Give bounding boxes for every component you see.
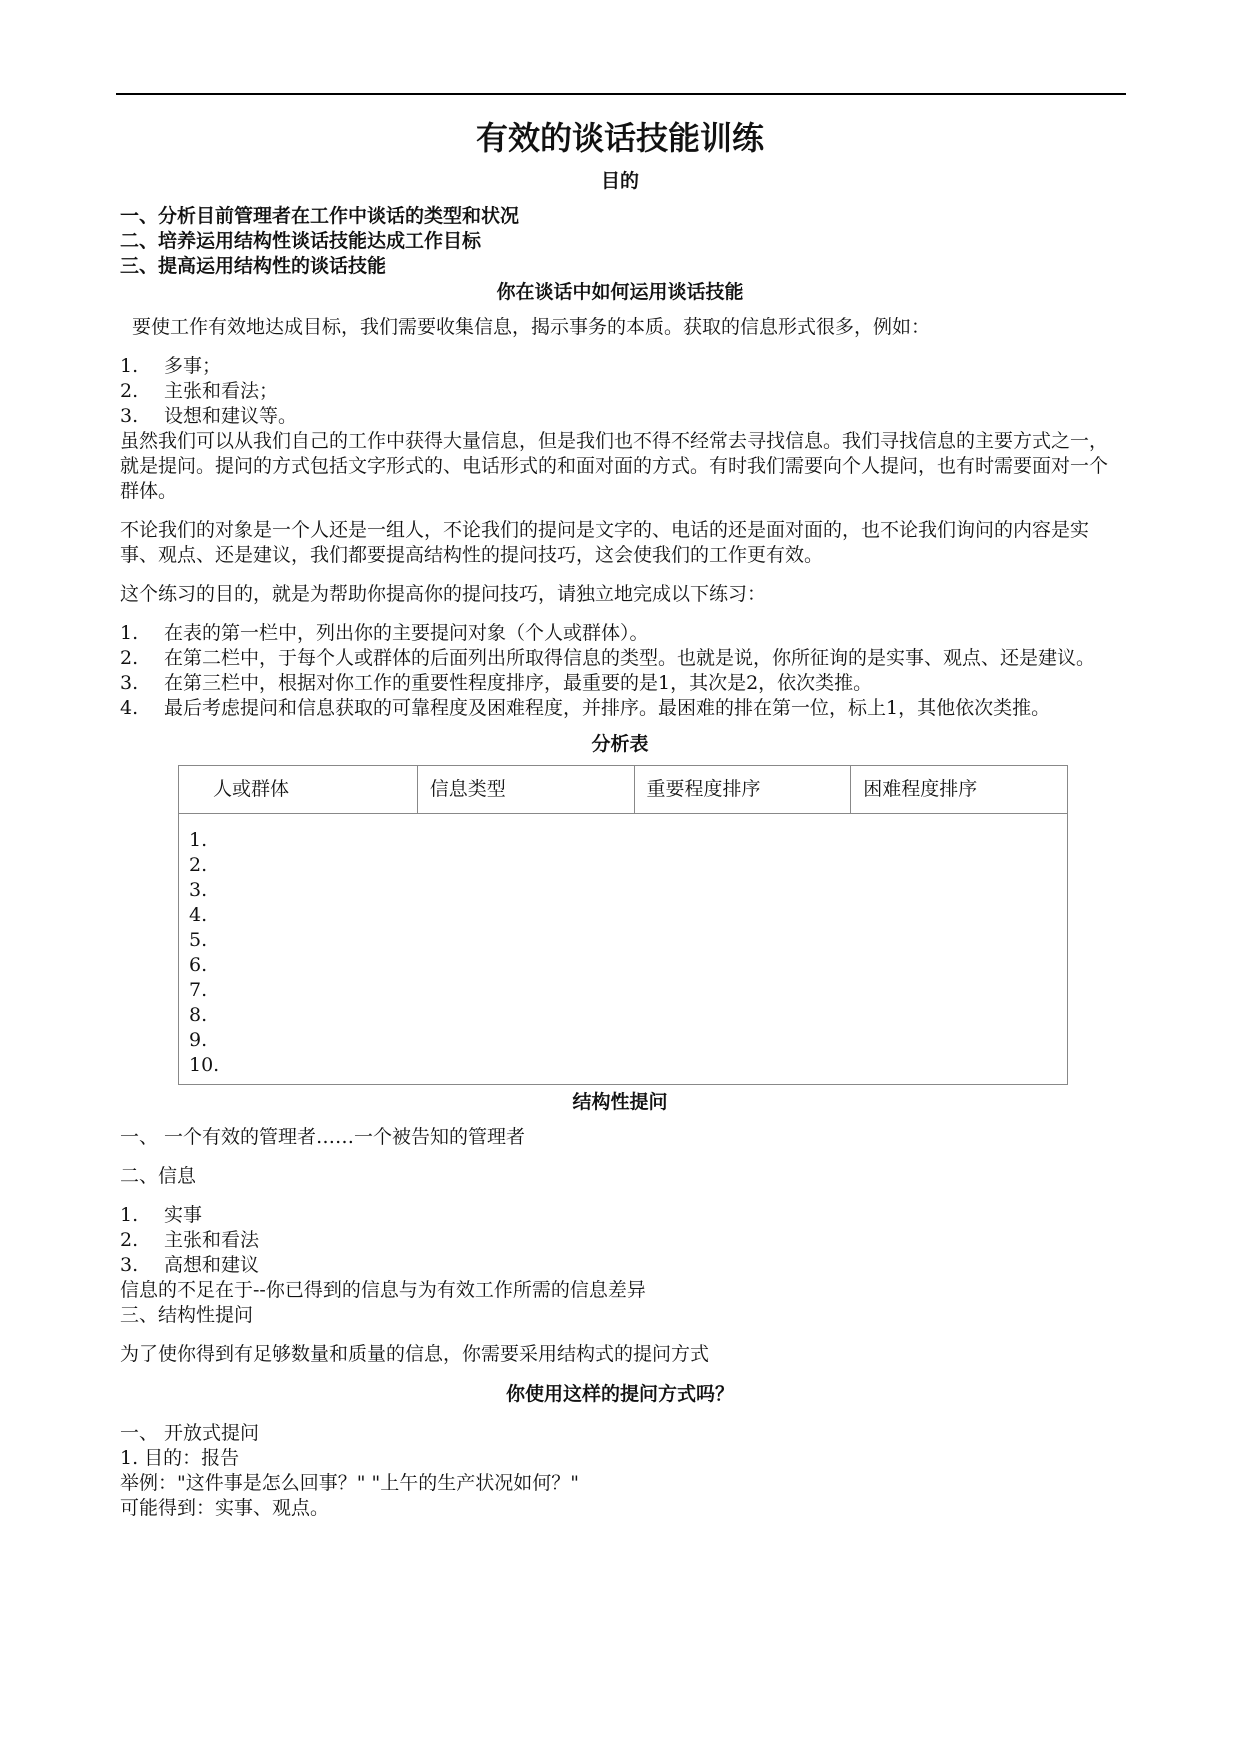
info-item: 2. 主张和看法 [120, 1229, 260, 1251]
step-item: 4. 最后考虑提问和信息获取的可靠程度及困难程度，并排序。最困难的排在第一位，标上1，其他依次类推。 [120, 697, 1051, 719]
info-form-item: 1. 多事； [120, 355, 222, 377]
column-header: 信息类型 [417, 766, 634, 814]
table-rows-cell[interactable] [179, 814, 1068, 1085]
row-number: 2. [189, 854, 208, 876]
section2-heading: 结构性提问 [572, 1091, 668, 1113]
section2-line: 三、结构性提问 [120, 1304, 254, 1326]
info-item: 1. 实事 [120, 1204, 203, 1226]
info-item: 3. 高想和建议 [120, 1254, 260, 1276]
document-title: 有效的谈话技能训练 [475, 119, 764, 157]
column-header: 人或群体 [179, 766, 418, 814]
column-header: 重要程度排序 [634, 766, 851, 814]
section1-intro: 要使工作有效地达成目标，我们需要收集信息，揭示事务的本质。获取的信息形式很多，例如： [132, 316, 931, 338]
step-item: 1. 在表的第一栏中，列出你的主要提问对象（个人或群体）。 [120, 622, 649, 644]
row-number: 9. [189, 1029, 208, 1051]
row-number: 4. [189, 904, 208, 926]
info-form-item: 2. 主张和看法； [120, 380, 279, 402]
section2-line: 为了使你得到有足够数量和质量的信息，你需要采用结构式的提问方式 [120, 1343, 710, 1365]
section1-paragraph: 这个练习的目的，就是为帮助你提高你的提问技巧，请独立地完成以下练习： [120, 583, 767, 605]
document-page [120, 110, 1120, 1521]
column-header: 困难程度排序 [851, 766, 1068, 814]
row-number: 3. [189, 879, 208, 901]
section2-line: 信息的不足在于--你已得到的信息与为有效工作所需的信息差异 [120, 1279, 646, 1301]
purpose-item: 三、提高运用结构性的谈话技能 [120, 255, 387, 277]
section3-line: 举例："这件事是怎么回事？" "上午的生产状况如何？" [120, 1472, 579, 1494]
info-form-item: 3. 设想和建议等。 [120, 405, 298, 427]
section1-heading: 你在谈话中如何运用谈话技能 [496, 281, 744, 303]
section3-line: 可能得到：实事、观点。 [120, 1497, 330, 1519]
section3-line: 1. 目的：报告 [120, 1447, 240, 1469]
section2-line: 一、 一个有效的管理者……一个被告知的管理者 [120, 1126, 526, 1148]
purpose-item: 一、分析目前管理者在工作中谈话的类型和状况 [120, 205, 520, 227]
row-number: 10. [189, 1054, 220, 1076]
row-number: 6. [189, 954, 208, 976]
purpose-item: 二、培养运用结构性谈话技能达成工作目标 [120, 230, 482, 252]
row-number: 1. [189, 829, 208, 851]
section3-line: 一、 开放式提问 [120, 1422, 260, 1444]
section1-paragraph: 虽然我们可以从我们自己的工作中获得大量信息，但是我们也不得不经常去寻找信息。我们寻找信息的主要方式之一，就是提问。提问的方式包括文字形式的、电话形式的和面对面的方式。有时我们需要向个人提问，也有时需要面对一个群体。 [120, 430, 1109, 502]
purpose-heading: 目的 [600, 170, 639, 192]
row-number: 8. [189, 1004, 208, 1026]
step-item: 3. 在第三栏中，根据对你工作的重要性程度排序，最重要的是1，其次是2，依次类推。 [120, 672, 873, 694]
row-number: 5. [189, 929, 208, 951]
section1-paragraph: 不论我们的对象是一个人还是一组人，不论我们的提问是文字的、电话的还是面对面的，也不论我们询问的内容是实事、观点、还是建议，我们都要提高结构性的提问技巧，这会使我们的工作更有效。 [120, 519, 1090, 566]
analysis-table [178, 765, 1068, 1085]
section3-heading: 你使用这样的提问方式吗？ [505, 1383, 734, 1405]
row-number: 7. [189, 979, 208, 1001]
analysis-table-heading: 分析表 [591, 733, 649, 755]
table-body-row [179, 814, 1068, 1085]
table-header-row [179, 766, 1068, 814]
step-item: 2. 在第二栏中，于每个人或群体的后面列出所取得信息的类型。也就是说，你所征询的是实事、观点、还是建议。 [120, 647, 1096, 669]
top-rule [116, 93, 1126, 95]
section2-line: 二、信息 [120, 1165, 197, 1187]
